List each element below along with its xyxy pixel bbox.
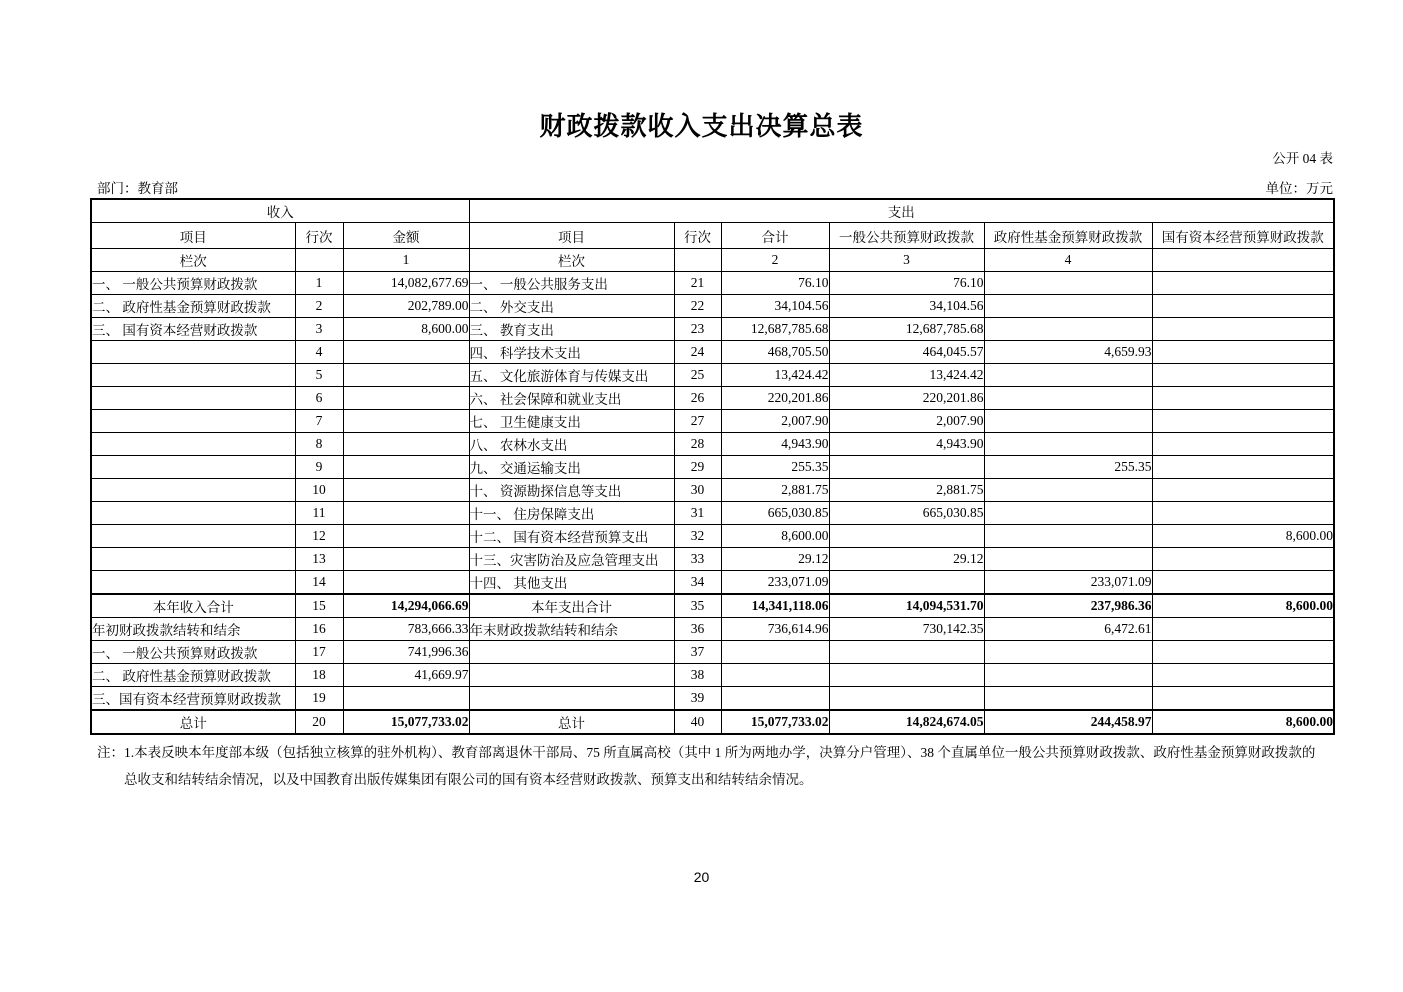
exp-line-cell: 24 — [674, 341, 721, 364]
income-item-cell — [91, 571, 295, 595]
exp-state-capital-cell — [1152, 272, 1334, 295]
exp-total-cell: 2,007.90 — [721, 410, 829, 433]
exp-state-capital-cell — [1152, 548, 1334, 571]
table-row — [91, 295, 1334, 318]
exp-general-budget-cell: 76.10 — [829, 272, 984, 295]
exp-item-cell — [469, 641, 674, 664]
exp-total-cell — [721, 664, 829, 687]
table-row — [91, 456, 1334, 479]
income-item-cell — [91, 433, 295, 456]
exp-total-cell: 15,077,733.02 — [721, 710, 829, 734]
exp-general-budget-cell: 13,424.42 — [829, 364, 984, 387]
exp-gov-fund-cell — [984, 272, 1152, 295]
exp-state-capital-cell — [1152, 618, 1334, 641]
exp-gov-fund-cell: 244,458.97 — [984, 710, 1152, 734]
expenditure-section-header: 支出 — [469, 199, 1334, 223]
table-row — [91, 548, 1334, 571]
table-code-label: 公开 04 表 — [1272, 151, 1333, 166]
exp-item-cell: 年末财政拨款结转和结余 — [469, 618, 674, 641]
table-row — [91, 433, 1334, 456]
exp-total-cell: 12,687,785.68 — [721, 318, 829, 341]
exp-general-budget-cell: 2,881.75 — [829, 479, 984, 502]
exp-item-cell — [469, 687, 674, 711]
col-header-exp-total: 合计 — [721, 223, 829, 249]
col-header-exp-line: 行次 — [674, 223, 721, 249]
exp-state-capital-cell: 8,600.00 — [1152, 594, 1334, 618]
income-amount-cell — [343, 410, 469, 433]
exp-total-cell: 29.12 — [721, 548, 829, 571]
table-row — [91, 594, 1334, 618]
exp-item-cell: 五、 文化旅游体育与传媒支出 — [469, 364, 674, 387]
income-item-cell: 一、 一般公共预算财政拨款 — [91, 641, 295, 664]
exp-general-budget-cell: 34,104.56 — [829, 295, 984, 318]
exp-general-budget-cell: 730,142.35 — [829, 618, 984, 641]
exp-state-capital-cell — [1152, 571, 1334, 595]
exp-item-cell: 三、 教育支出 — [469, 318, 674, 341]
exp-general-budget-cell: 220,201.86 — [829, 387, 984, 410]
exp-total-cell: 233,071.09 — [721, 571, 829, 595]
income-line-cell: 11 — [295, 502, 343, 525]
exp-total-cell — [721, 687, 829, 711]
income-item-cell — [91, 341, 295, 364]
index-exp-total: 2 — [721, 249, 829, 272]
col-header-exp-state-capital: 国有资本经营预算财政拨款 — [1152, 223, 1334, 249]
exp-item-cell: 八、 农林水支出 — [469, 433, 674, 456]
exp-state-capital-cell — [1152, 364, 1334, 387]
exp-state-capital-cell — [1152, 433, 1334, 456]
exp-general-budget-cell: 14,824,674.05 — [829, 710, 984, 734]
exp-general-budget-cell: 2,007.90 — [829, 410, 984, 433]
department-label: 部门：教育部 — [97, 181, 178, 196]
income-amount-cell: 8,600.00 — [343, 318, 469, 341]
income-item-cell: 三、 国有资本经营财政拨款 — [91, 318, 295, 341]
exp-item-cell: 十二、 国有资本经营预算支出 — [469, 525, 674, 548]
col-header-exp-general-budget: 一般公共预算财政拨款 — [829, 223, 984, 249]
exp-total-cell: 76.10 — [721, 272, 829, 295]
income-item-cell: 三、国有资本经营预算财政拨款 — [91, 687, 295, 711]
income-amount-cell — [343, 502, 469, 525]
exp-gov-fund-cell — [984, 502, 1152, 525]
table-row — [91, 364, 1334, 387]
income-line-cell: 14 — [295, 571, 343, 595]
exp-total-cell: 665,030.85 — [721, 502, 829, 525]
index-income-amount: 1 — [343, 249, 469, 272]
exp-total-cell: 220,201.86 — [721, 387, 829, 410]
exp-general-budget-cell — [829, 687, 984, 711]
income-amount-cell: 14,082,677.69 — [343, 272, 469, 295]
exp-state-capital-cell — [1152, 479, 1334, 502]
exp-line-cell: 32 — [674, 525, 721, 548]
exp-line-cell: 28 — [674, 433, 721, 456]
exp-state-capital-cell — [1152, 318, 1334, 341]
exp-general-budget-cell: 464,045.57 — [829, 341, 984, 364]
col-header-income-amount: 金额 — [343, 223, 469, 249]
exp-line-cell: 38 — [674, 664, 721, 687]
table-row — [91, 618, 1334, 641]
exp-general-budget-cell — [829, 456, 984, 479]
income-item-cell: 一、 一般公共预算财政拨款 — [91, 272, 295, 295]
footnote-line-1: 注：1.本表反映本年度部本级（包括独立核算的驻外机构）、教育部离退休干部局、75 所直属高校（其中 1 所为两地办学，决算分户管理）、38 个直属单位一般公共预算财政拨款、政府性基金预算财政拨款的 — [97, 745, 1316, 760]
exp-item-cell: 九、 交通运输支出 — [469, 456, 674, 479]
exp-total-cell: 13,424.42 — [721, 364, 829, 387]
exp-general-budget-cell — [829, 525, 984, 548]
table-row — [91, 410, 1334, 433]
exp-state-capital-cell — [1152, 295, 1334, 318]
main-table — [90, 198, 1335, 735]
exp-gov-fund-cell: 233,071.09 — [984, 571, 1152, 595]
unit-label: 单位：万元 — [1265, 181, 1333, 196]
exp-state-capital-cell — [1152, 341, 1334, 364]
income-item-cell: 年初财政拨款结转和结余 — [91, 618, 295, 641]
exp-item-cell: 一、 一般公共服务支出 — [469, 272, 674, 295]
income-amount-cell — [343, 433, 469, 456]
index-income-item: 栏次 — [91, 249, 295, 272]
exp-line-cell: 29 — [674, 456, 721, 479]
exp-gov-fund-cell — [984, 479, 1152, 502]
income-line-cell: 18 — [295, 664, 343, 687]
exp-gov-fund-cell — [984, 295, 1152, 318]
index-income-line — [295, 249, 343, 272]
income-line-cell: 5 — [295, 364, 343, 387]
table-row — [91, 502, 1334, 525]
table-row — [91, 341, 1334, 364]
income-line-cell: 4 — [295, 341, 343, 364]
income-line-cell: 12 — [295, 525, 343, 548]
income-line-cell: 13 — [295, 548, 343, 571]
exp-gov-fund-cell — [984, 641, 1152, 664]
income-amount-cell — [343, 548, 469, 571]
income-line-cell: 17 — [295, 641, 343, 664]
exp-total-cell: 34,104.56 — [721, 295, 829, 318]
exp-gov-fund-cell — [984, 318, 1152, 341]
exp-gov-fund-cell — [984, 433, 1152, 456]
exp-general-budget-cell — [829, 571, 984, 595]
income-item-cell — [91, 410, 295, 433]
col-header-exp-gov-fund: 政府性基金预算财政拨款 — [984, 223, 1152, 249]
income-item-cell — [91, 502, 295, 525]
income-amount-cell: 783,666.33 — [343, 618, 469, 641]
income-line-cell: 16 — [295, 618, 343, 641]
table-row — [91, 710, 1334, 734]
exp-state-capital-cell — [1152, 456, 1334, 479]
exp-line-cell: 31 — [674, 502, 721, 525]
income-line-cell: 19 — [295, 687, 343, 711]
index-exp-gov-fund: 4 — [984, 249, 1152, 272]
exp-line-cell: 27 — [674, 410, 721, 433]
page-title: 财政拨款收入支出决算总表 — [539, 112, 864, 141]
income-item-cell: 二、 政府性基金预算财政拨款 — [91, 664, 295, 687]
col-header-income-item: 项目 — [91, 223, 295, 249]
exp-gov-fund-cell — [984, 410, 1152, 433]
exp-gov-fund-cell: 6,472.61 — [984, 618, 1152, 641]
exp-line-cell: 34 — [674, 571, 721, 595]
exp-general-budget-cell — [829, 664, 984, 687]
exp-general-budget-cell: 14,094,531.70 — [829, 594, 984, 618]
income-line-cell: 10 — [295, 479, 343, 502]
exp-gov-fund-cell — [984, 364, 1152, 387]
income-amount-cell — [343, 687, 469, 711]
exp-item-cell: 十四、 其他支出 — [469, 571, 674, 595]
exp-total-cell: 4,943.90 — [721, 433, 829, 456]
income-item-cell — [91, 387, 295, 410]
income-amount-cell — [343, 479, 469, 502]
income-amount-cell — [343, 387, 469, 410]
exp-item-cell: 七、 卫生健康支出 — [469, 410, 674, 433]
exp-general-budget-cell: 665,030.85 — [829, 502, 984, 525]
exp-item-cell: 四、 科学技术支出 — [469, 341, 674, 364]
income-line-cell: 1 — [295, 272, 343, 295]
exp-item-cell: 十、 资源勘探信息等支出 — [469, 479, 674, 502]
index-exp-line — [674, 249, 721, 272]
exp-gov-fund-cell — [984, 525, 1152, 548]
table-row — [91, 525, 1334, 548]
exp-general-budget-cell: 29.12 — [829, 548, 984, 571]
income-line-cell: 9 — [295, 456, 343, 479]
table-row — [91, 387, 1334, 410]
exp-gov-fund-cell — [984, 664, 1152, 687]
income-amount-cell — [343, 364, 469, 387]
exp-gov-fund-cell: 237,986.36 — [984, 594, 1152, 618]
exp-state-capital-cell — [1152, 502, 1334, 525]
income-line-cell: 3 — [295, 318, 343, 341]
income-item-cell — [91, 525, 295, 548]
table-body — [91, 272, 1334, 735]
exp-line-cell: 39 — [674, 687, 721, 711]
exp-gov-fund-cell — [984, 387, 1152, 410]
exp-line-cell: 25 — [674, 364, 721, 387]
income-item-cell — [91, 364, 295, 387]
table-row — [91, 664, 1334, 687]
income-amount-cell: 741,996.36 — [343, 641, 469, 664]
exp-total-cell: 2,881.75 — [721, 479, 829, 502]
exp-line-cell: 23 — [674, 318, 721, 341]
income-line-cell: 2 — [295, 295, 343, 318]
column-index-row — [91, 249, 1334, 272]
income-item-cell: 二、 政府性基金预算财政拨款 — [91, 295, 295, 318]
column-header-row — [91, 223, 1334, 249]
exp-total-cell: 736,614.96 — [721, 618, 829, 641]
exp-total-cell: 255.35 — [721, 456, 829, 479]
exp-item-cell — [469, 664, 674, 687]
income-line-cell: 8 — [295, 433, 343, 456]
exp-gov-fund-cell: 4,659.93 — [984, 341, 1152, 364]
income-amount-cell — [343, 571, 469, 595]
exp-state-capital-cell: 8,600.00 — [1152, 525, 1334, 548]
exp-line-cell: 37 — [674, 641, 721, 664]
exp-state-capital-cell — [1152, 687, 1334, 711]
income-line-cell: 7 — [295, 410, 343, 433]
exp-state-capital-cell — [1152, 410, 1334, 433]
col-header-income-line: 行次 — [295, 223, 343, 249]
table-row — [91, 687, 1334, 711]
exp-state-capital-cell — [1152, 664, 1334, 687]
exp-state-capital-cell: 8,600.00 — [1152, 710, 1334, 734]
income-item-cell — [91, 479, 295, 502]
table-row — [91, 479, 1334, 502]
exp-line-cell: 30 — [674, 479, 721, 502]
exp-line-cell: 35 — [674, 594, 721, 618]
table-row — [91, 272, 1334, 295]
exp-state-capital-cell — [1152, 641, 1334, 664]
exp-state-capital-cell — [1152, 387, 1334, 410]
income-item-cell — [91, 456, 295, 479]
exp-total-cell: 14,341,118.06 — [721, 594, 829, 618]
page-number: 20 — [693, 869, 710, 885]
income-line-cell: 6 — [295, 387, 343, 410]
exp-item-cell: 本年支出合计 — [469, 594, 674, 618]
exp-line-cell: 26 — [674, 387, 721, 410]
exp-line-cell: 40 — [674, 710, 721, 734]
income-item-cell — [91, 548, 295, 571]
exp-item-cell: 总计 — [469, 710, 674, 734]
income-item-cell: 本年收入合计 — [91, 594, 295, 618]
col-header-exp-item: 项目 — [469, 223, 674, 249]
income-item-cell: 总计 — [91, 710, 295, 734]
income-amount-cell — [343, 525, 469, 548]
income-amount-cell: 41,669.97 — [343, 664, 469, 687]
income-amount-cell — [343, 341, 469, 364]
exp-total-cell: 8,600.00 — [721, 525, 829, 548]
exp-item-cell: 六、 社会保障和就业支出 — [469, 387, 674, 410]
exp-gov-fund-cell — [984, 548, 1152, 571]
exp-item-cell: 十一、 住房保障支出 — [469, 502, 674, 525]
exp-gov-fund-cell — [984, 687, 1152, 711]
index-exp-item: 栏次 — [469, 249, 674, 272]
income-section-header: 收入 — [91, 199, 469, 223]
footnote-line-2: 总收支和结转结余情况，以及中国教育出版传媒集团有限公司的国有资本经营财政拨款、预算支出和结转结余情况。 — [124, 772, 813, 787]
exp-item-cell: 二、 外交支出 — [469, 295, 674, 318]
income-amount-cell: 14,294,066.69 — [343, 594, 469, 618]
exp-line-cell: 36 — [674, 618, 721, 641]
income-amount-cell: 202,789.00 — [343, 295, 469, 318]
income-amount-cell — [343, 456, 469, 479]
exp-line-cell: 33 — [674, 548, 721, 571]
exp-line-cell: 21 — [674, 272, 721, 295]
table-row — [91, 318, 1334, 341]
exp-general-budget-cell: 12,687,785.68 — [829, 318, 984, 341]
exp-item-cell: 十三、灾害防治及应急管理支出 — [469, 548, 674, 571]
exp-total-cell — [721, 641, 829, 664]
income-line-cell: 20 — [295, 710, 343, 734]
section-header-row — [91, 199, 1334, 223]
exp-general-budget-cell: 4,943.90 — [829, 433, 984, 456]
income-amount-cell: 15,077,733.02 — [343, 710, 469, 734]
index-exp-general-budget: 3 — [829, 249, 984, 272]
table-row — [91, 571, 1334, 595]
table-row — [91, 641, 1334, 664]
exp-gov-fund-cell: 255.35 — [984, 456, 1152, 479]
footnotes — [97, 739, 1337, 793]
exp-line-cell: 22 — [674, 295, 721, 318]
index-exp-state-capital — [1152, 249, 1334, 272]
income-line-cell: 15 — [295, 594, 343, 618]
exp-total-cell: 468,705.50 — [721, 341, 829, 364]
exp-general-budget-cell — [829, 641, 984, 664]
